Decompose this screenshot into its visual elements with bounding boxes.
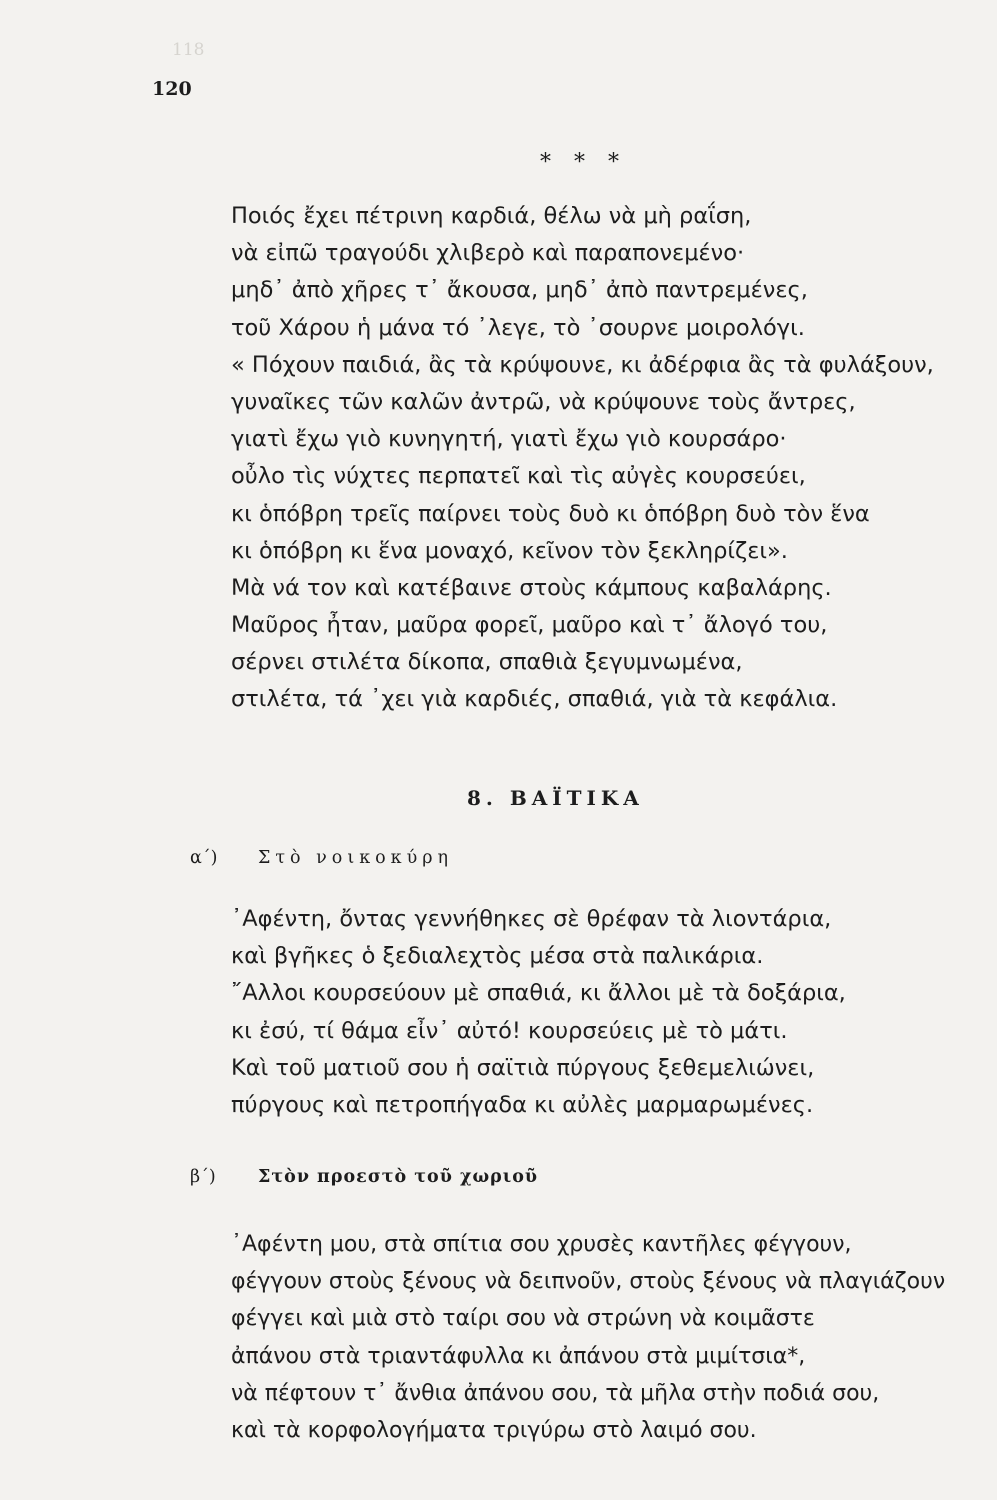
verse-line: γυναῖκες τῶν καλῶν ἀντρῶ, νὰ κρύψουνε τοὺς ἄντρες, (231, 388, 856, 415)
subsection-a-heading (190, 848, 453, 868)
verse-line: καὶ βγῆκες ὁ ξεδιαλεχτὸς μέσα στὰ παλικάρια. (231, 943, 764, 970)
section-separator: * * * (540, 150, 627, 175)
verse-line: Μαῦρος ἦταν, μαῦρα φορεῖ, μαῦρο καὶ τ᾽ ἄλογό του, (231, 612, 828, 639)
page-number: 120 (152, 78, 192, 100)
verse-line: πύργους καὶ πετροπήγαδα κι αὐλὲς μαρμαρωμένες. (231, 1091, 814, 1118)
subsection-a-title: Στὸ νοικοκύρη (258, 848, 454, 868)
verse-line: Μὰ νά τον καὶ κατέβαινε στοὺς κάμπους καβαλάρης. (231, 574, 832, 601)
verse-line: ἀπάνου στὰ τριαντάφυλλα κι ἀπάνου στὰ μιμίτσια*, (231, 1343, 806, 1369)
poem-2 (231, 901, 846, 1124)
verse-line: σέρνει στιλέτα δίκοπα, σπαθιὰ ξεγυμνωμένα, (231, 649, 743, 676)
verse-line: γιατὶ ἔχω γιὸ κυνηγητή, γιατὶ ἔχω γιὸ κουρσάρο· (231, 426, 787, 453)
verse-line: κι ὁπόβρη κι ἕνα μοναχό, κεῖνον τὸν ξεκληρίζει». (231, 537, 788, 564)
verse-line: φέγγει καὶ μιὰ στὸ ταίρι σου νὰ στρώνη νὰ κοιμᾶστε (231, 1306, 815, 1332)
subsection-b-marker: β´) (190, 1167, 216, 1187)
verse-line: μηδ᾽ ἀπὸ χῆρες τ᾽ ἄκουσα, μηδ᾽ ἀπὸ παντρεμένες, (231, 277, 808, 304)
verse-line: κι ὁπόβρη τρεῖς παίρνει τοὺς δυὸ κι ὁπόβρη δυὸ τὸν ἕνα (231, 500, 870, 527)
bleed-through-page-number: 118 (172, 40, 205, 60)
verse-line: ῎Αλλοι κουρσεύουν μὲ σπαθιά, κι ἄλλοι μὲ τὰ δοξάρια, (231, 980, 846, 1007)
verse-line: « Πόχουν παιδιά, ἂς τὰ κρύψουνε, κι ἀδέρφια ἂς τὰ φυλάξουν, (231, 351, 934, 378)
verse-line: καὶ τὰ κορφολογήματα τριγύρω στὸ λαιμό σου. (231, 1417, 757, 1443)
verse-line: στιλέτα, τά ᾽χει γιὰ καρδιές, σπαθιά, γιὰ τὰ κεφάλια. (231, 686, 838, 713)
verse-line: ᾽Αφέντη, ὄντας γεννήθηκες σὲ θρέφαν τὰ λιοντάρια, (231, 906, 832, 932)
verse-line: Καὶ τοῦ ματιοῦ σου ἡ σαϊτιὰ πύργους ξεθεμελιώνει, (231, 1054, 815, 1081)
section-heading: 8. ΒΑΪΤΙΚΑ (467, 786, 644, 810)
verse-line: φέγγουν στοὺς ξένους νὰ δειπνοῦν, στοὺς ξένους νὰ πλαγιάζουν (231, 1269, 946, 1295)
poem-3 (231, 1226, 945, 1449)
subsection-b-title: Στὸν προεστὸ τοῦ χωριοῦ (258, 1167, 539, 1187)
verse-line: νὰ πέφτουν τ᾽ ἄνθια ἀπάνου σου, τὰ μῆλα στὴν ποδιά σου, (231, 1380, 880, 1406)
verse-line: οὖλο τὶς νύχτες περπατεῖ καὶ τὶς αὐγὲς κουρσεύει, (231, 463, 806, 490)
subsection-b-heading (190, 1167, 538, 1187)
verse-line: Ποιός ἔχει πέτρινη καρδιά, θέλω νὰ μὴ ραΐση, (231, 203, 752, 229)
verse-line: κι ἐσύ, τί θάμα εἶν᾽ αὐτό! κουρσεύεις μὲ τὸ μάτι. (231, 1017, 788, 1044)
subsection-a-marker: α´) (190, 848, 218, 868)
verse-line: ᾽Αφέντη μου, στὰ σπίτια σου χρυσὲς καντῆλες φέγγουν, (231, 1232, 852, 1257)
verse-line: νὰ εἰπῶ τραγούδι χλιβερὸ καὶ παραπονεμένο· (231, 240, 745, 267)
poem-1 (231, 198, 934, 719)
verse-line: τοῦ Χάρου ἡ μάνα τό ᾽λεγε, τὸ ᾽σουρνε μοιρολόγι. (231, 314, 805, 341)
